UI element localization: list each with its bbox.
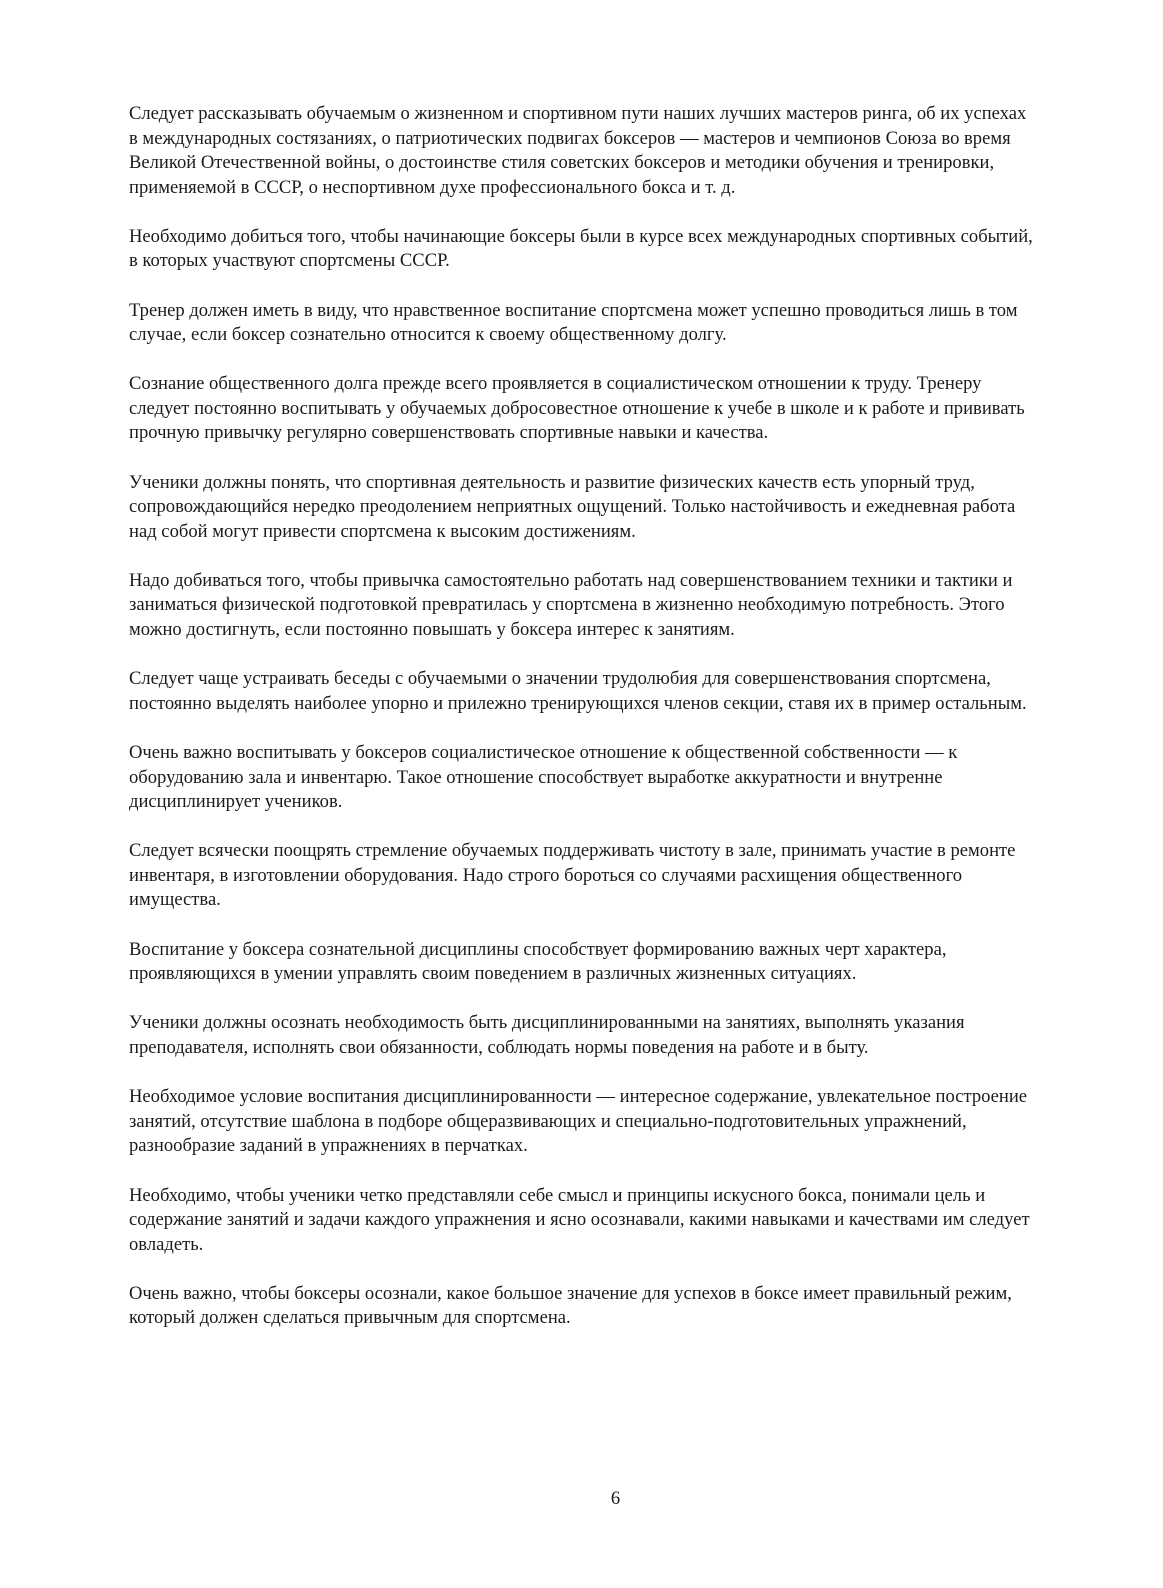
paragraph: Следует чаще устраивать беседы с обучаемыми о значении трудолюбия для совершенствования спортсмена, постоянно выделять наиболее упорно и прилежно тренирующихся членов секции, ставя их в пример остальным. — [129, 668, 1027, 714]
paragraph: Необходимо добиться того, чтобы начинающие боксеры были в курсе всех международных спортивных событий, в которых участвуют спортсмены СССР. — [129, 225, 1033, 272]
paragraph: Ученики должны осознать необходимость быть дисциплинированными на занятиях, выполнять указания преподавателя, исполнять свои обязанности, соблюдать нормы поведения на работе и в быту. — [129, 1012, 965, 1058]
page-number: 6 — [610, 1488, 621, 1509]
paragraph: Следует всячески поощрять стремление обучаемых поддерживать чистоту в зале, принимать участие в ремонте инвентаря, в изготовлении оборудования. Надо строго бороться со случаями расхищения общественного имущества. — [129, 840, 1016, 911]
paragraph: Следует рассказывать обучаемым о жизненном и спортивном пути наших лучших мастеров ринга, об их успехах в международных состязаниях, о патриотических подвигах боксеров — мастеров и чемпионов Союза во время Великой Отечественной войны, о достоинстве стиля советских боксеров и методики обучения и тренировки, применяемой в СССР, о неспортивном духе профессионального бокса и т. д. — [129, 103, 1027, 198]
paragraph: Надо добиваться того, чтобы привычка самостоятельно работать над совершенствованием техники и тактики и заниматься физической подготовкой превратилась у спортсмена в жизненно необходимую потребность. Этого можно достигнуть, если постоянно повышать у боксера интерес к занятиям. — [129, 569, 1013, 640]
paragraph: Необходимое условие воспитания дисциплинированности — интересное содержание, увлекательное построение занятий, отсутствие шаблона в подборе общеразвивающих и специально-подготовительных упражнений, разнообразие заданий в упражнениях в перчатках. — [129, 1086, 1028, 1157]
paragraph: Необходимо, чтобы ученики четко представляли себе смысл и принципы искусного бокса, понимали цель и содержание занятий и задачи каждого упражнения и ясно осознавали, какими навыками и качествами им следует овладеть. — [129, 1184, 1030, 1255]
paragraph: Воспитание у боксера сознательной дисциплины способствует формированию важных черт характера, проявляющихся в умении управлять своим поведением в различных жизненных ситуациях. — [129, 938, 947, 985]
paragraph: Тренер должен иметь в виду, что нравственное воспитание спортсмена может успешно проводиться лишь в том случае, если боксер сознательно относится к своему общественному долгу. — [129, 299, 1018, 346]
paragraph: Очень важно воспитывать у боксеров социалистическое отношение к общественной собственности — к оборудованию зала и инвентарю. Такое отношение способствует выработке аккуратности и внутренне дисциплинирует учеников. — [129, 742, 958, 813]
paragraph: Ученики должны понять, что спортивная деятельность и развитие физических качеств есть упорный труд, сопровождающийся нередко преодолением неприятных ощущений. Только настойчивость и ежедневная работа над собой могут привести спортсмена к высоким достижениям. — [129, 471, 1016, 542]
body-text — [129, 102, 1035, 1356]
paragraph: Очень важно, чтобы боксеры осознали, какое большое значение для успехов в боксе имеет правильный режим, который должен сделаться привычным для спортсмена. — [129, 1282, 1012, 1329]
paragraph: Сознание общественного долга прежде всего проявляется в социалистическом отношении к труду. Тренеру следует постоянно воспитывать у обучаемых добросовестное отношение к учебе в школе и к работе и прививать прочную привычку регулярно совершенствовать спортивные навыки и качества. — [129, 373, 1025, 444]
